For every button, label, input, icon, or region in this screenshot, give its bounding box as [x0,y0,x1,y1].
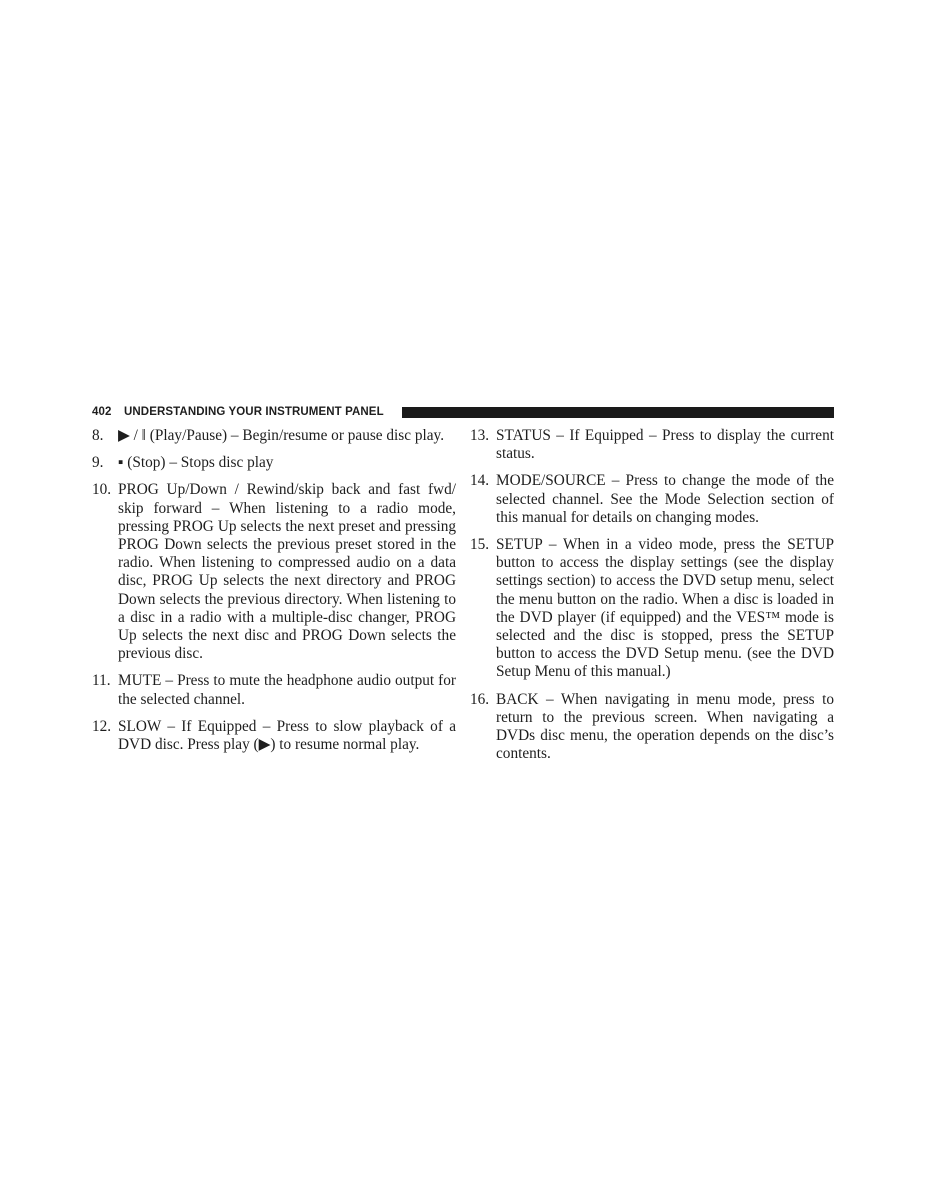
item-text: PROG Up/Down / Rewind/skip back and fast fwd/ skip forward – When listening to a radio mode, pressing PROG Up selects the next preset and pressing PROG Down selects the previous preset stored in the radio. When listening to compressed audio on a data disc, PROG Up selects the next directory and PROG Down selects the previous directory. When listening to a disc in a radio with a multiple-disc changer, PROG Up selects the next disc and PROG Down selects the previous disc. [118,481,456,663]
item-text: STATUS – If Equipped – Press to display the current status. [496,427,834,463]
section-title: UNDERSTANDING YOUR INSTRUMENT PANEL [124,406,384,418]
list-item [470,691,834,764]
item-text: MUTE – Press to mute the headphone audio output for the selected channel. [118,672,456,708]
item-number: 14. [470,472,490,490]
item-number: 12. [92,717,112,735]
item-number: 11. [92,672,111,690]
item-text: MODE/SOURCE – Press to change the mode of the selected channel. See the Mode Selection section of this manual for details on changing modes. [496,472,834,526]
list-item [92,454,456,472]
item-number: 15. [470,536,490,554]
header-rule-bar [402,407,834,418]
item-number: 9. [92,454,104,472]
item-number: 10. [92,481,112,499]
list-item [92,718,456,754]
item-text: SETUP – When in a video mode, press the SETUP button to access the display settings (see the display settings section) to access the DVD setup menu, select the menu button on the radio. When a disc is loaded in the DVD player (if equipped) and the VES™ mode is selected and the disc is stopped, press the SETUP button to access the DVD Setup menu. (see the DVD Setup Menu of this manual.) [496,536,834,681]
item-number: 13. [470,427,490,444]
list-item [470,427,834,463]
item-text: ▪ (Stop) – Stops disc play [118,454,274,472]
list-item [92,481,456,663]
right-column [470,427,834,772]
left-column [92,427,456,763]
item-number: 16. [470,690,490,708]
list-item [470,536,834,682]
item-text: ▶ / ‖ (Play/Pause) – Begin/resume or pause disc play. [118,427,445,444]
item-text: BACK – When navigating in menu mode, press to return to the previous screen. When navigating a DVDs disc menu, the operation depends on the disc’s contents. [496,690,834,763]
page-number: 402 [92,406,112,418]
list-item [470,472,834,527]
page-header [92,404,834,422]
item-text: SLOW – If Equipped – Press to slow playback of a DVD disc. Press play (▶) to resume normal play. [118,717,456,754]
list-item [92,427,456,445]
list-item [92,672,456,708]
item-number: 8. [92,427,104,444]
